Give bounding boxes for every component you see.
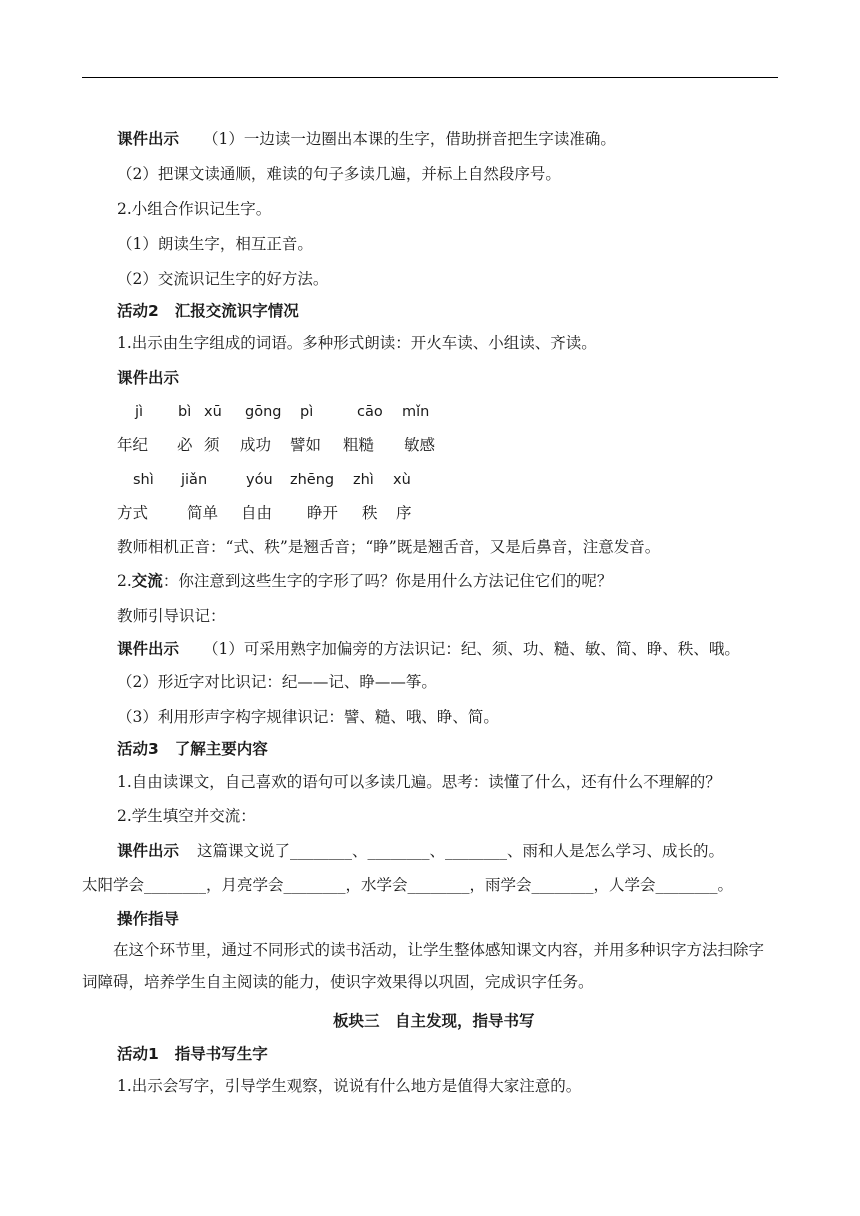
word-fangshi: 方式: [117, 504, 149, 522]
pinyin-gong: gōng: [245, 404, 282, 420]
pinyin-min: mǐn: [402, 404, 430, 420]
pinyin-xu2: xù: [393, 472, 411, 488]
pinyin-shi: shì: [133, 472, 154, 488]
pinyin-cao: cāo: [357, 404, 383, 420]
pinyin-ji: jì: [135, 404, 144, 420]
courseware-line-4: 课件出示 这篇课文说了________、________、________、雨和人是怎么学习、成长的。: [117, 842, 725, 860]
line-21: 2.学生填空并交流：: [117, 807, 256, 825]
pinyin-jian: jiǎn: [181, 472, 208, 488]
pinyin-pi: pì: [300, 404, 314, 420]
operation-guide-paragraph: 在这个环节里，通过不同形式的读书活动，让学生整体感知课文内容，并用多种识字方法扫除字词障碍，培养学生自主阅读的能力，使识字效果得以巩固，完成识字任务。: [82, 941, 765, 991]
courseware-label: 课件出示: [117, 842, 180, 860]
word-ziyou: 自由: [241, 504, 273, 522]
word-mingan: 敏感: [404, 436, 436, 454]
word-nianji: 年纪: [117, 436, 149, 454]
word-zhi: 秩: [362, 504, 378, 522]
line-20: 1.自由读课文，自己喜欢的语句可以多读几遍。思考：读懂了什么，还有什么不理解的？: [117, 773, 721, 791]
courseware-label: 课件出示: [117, 130, 180, 148]
line-7: 1.出示由生字组成的词语。多种形式朗读：开火车读、小组读、齐读。: [117, 334, 597, 352]
word-chenggong: 成功: [240, 436, 272, 454]
header-rule: [82, 77, 778, 78]
word-cucao: 粗糙: [343, 436, 375, 454]
line-text: （1）一边读一边圈出本课的生字，借助拼音把生字读准确。: [203, 130, 616, 148]
bold-word: 交流: [131, 572, 163, 590]
courseware-label-2: 课件出示: [117, 369, 180, 387]
pinyin-zhi: zhì: [353, 472, 374, 488]
activity-2-heading: [117, 300, 299, 322]
word-bi: 必: [177, 436, 193, 454]
pinyin-zheng: zhēng: [290, 472, 335, 488]
activity-label: 活动2: [117, 302, 159, 320]
line-2: （2）把课文读通顺，难读的句子多读几遍，并标上自然段序号。: [117, 165, 561, 183]
line-5: （2）交流识记生字的好方法。: [117, 270, 329, 288]
line-3: 2.小组合作识记生字。: [117, 200, 272, 218]
word-xu3: 序: [396, 504, 412, 522]
line-29: 1.出示会写字，引导学生观察，说说有什么地方是值得大家注意的。: [117, 1077, 582, 1095]
activity-title: 了解主要内容: [174, 740, 268, 758]
line-14: 2.交流：你注意到这些生字的字形了吗？你是用什么方法记住它们的呢？: [117, 572, 613, 590]
word-piru: 譬如: [290, 436, 322, 454]
pinyin-xu: xū: [204, 404, 222, 420]
activity-title: 指导书写生字: [174, 1045, 268, 1063]
activity-3-heading: [117, 738, 268, 760]
courseware-line-3: 课件出示 （1）可采用熟字加偏旁的方法识记：纪、须、功、糙、敏、简、睁、秩、哦。: [117, 640, 740, 658]
activity-title: 汇报交流识字情况: [174, 302, 299, 320]
activity-label: 活动1: [117, 1045, 159, 1063]
courseware-label: 课件出示: [117, 640, 180, 658]
activity-label: 活动3: [117, 740, 159, 758]
section-3-heading: 板块三 自主发现，指导书写: [333, 1012, 535, 1030]
word-zhengkai: 睁开: [307, 504, 339, 522]
line-13: 教师相机正音：“式、秩”是翘舌音；“睁”既是翘舌音，又是后鼻音，注意发音。: [117, 538, 661, 556]
word-jiandan: 简单: [187, 504, 219, 522]
line-15: 教师引导识记：: [117, 607, 226, 625]
operation-guide-heading: 操作指导: [117, 910, 180, 928]
pinyin-bi: bì: [178, 404, 192, 420]
line-18: （3）利用形声字构字规律识记：譬、糙、哦、睁、简。: [117, 708, 499, 726]
line-23: 太阳学会________，月亮学会________，水学会________，雨学会________，人学会________。: [82, 876, 734, 894]
courseware-line-1: [117, 128, 616, 150]
line-17: （2）形近字对比识记：纪——记、睁——筝。: [117, 673, 437, 691]
activity-1-heading: [117, 1043, 268, 1065]
pinyin-you: yóu: [246, 472, 273, 488]
line-4: （1）朗读生字，相互正音。: [117, 235, 313, 253]
word-xu: 须: [204, 436, 220, 454]
